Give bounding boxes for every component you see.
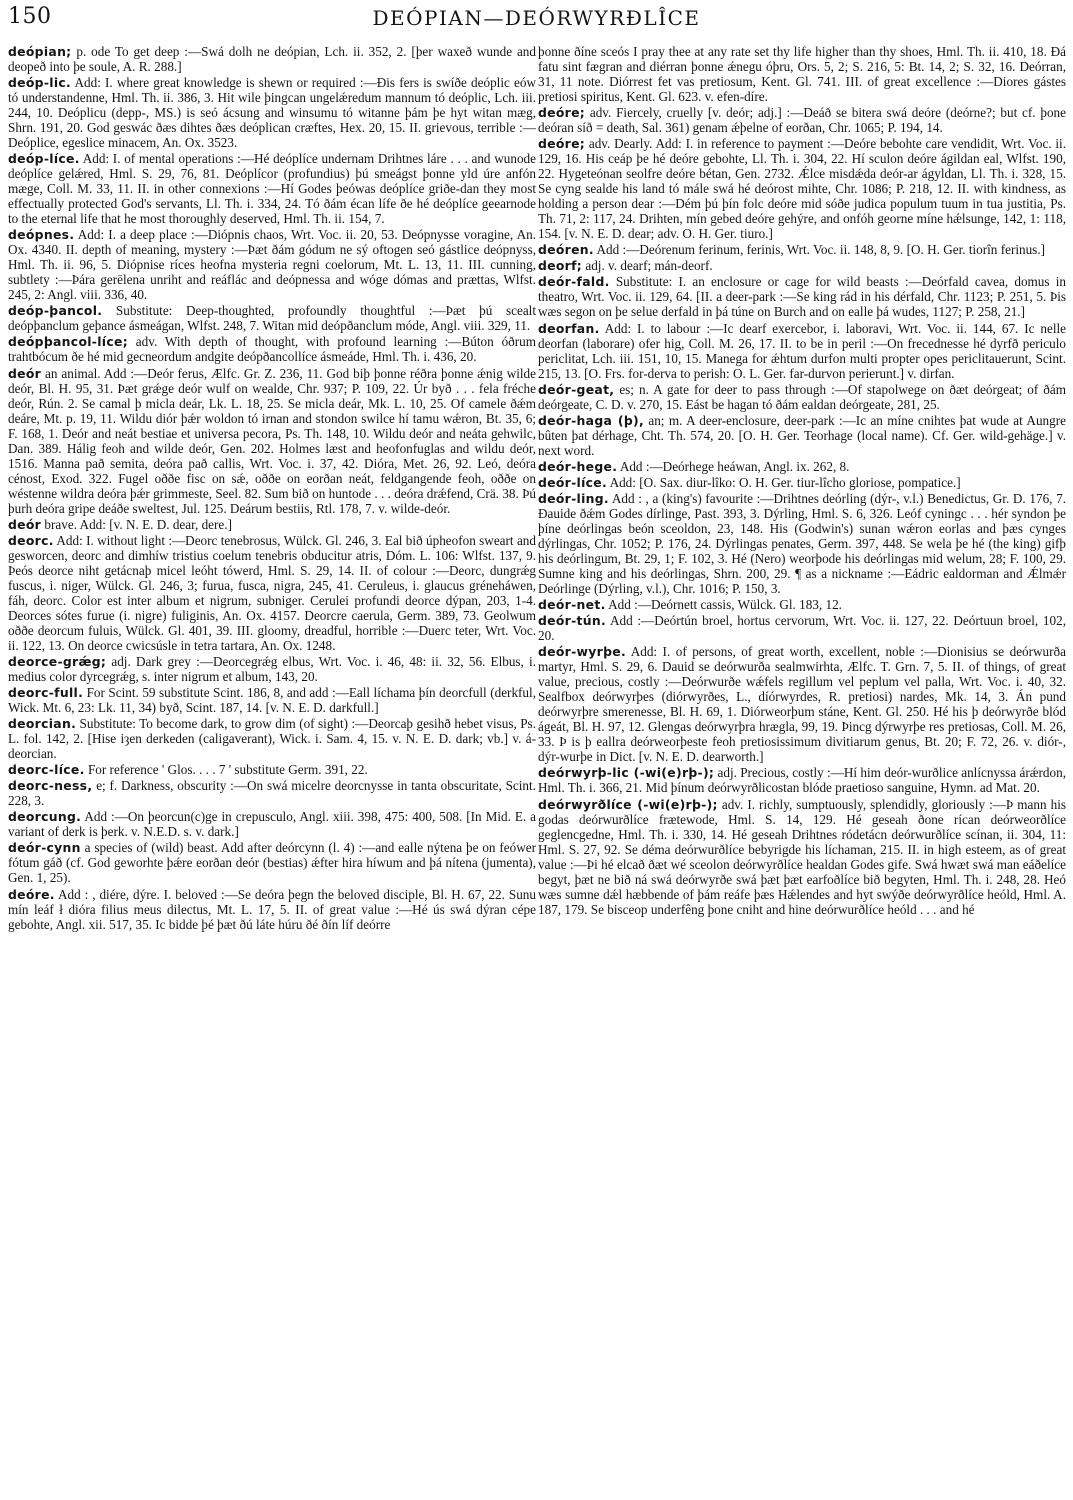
entry-headword: deorf; bbox=[538, 258, 583, 274]
dictionary-entry bbox=[8, 533, 536, 653]
dictionary-entry bbox=[8, 366, 536, 516]
entry-text: adv. Fiercely, cruelly [v. deór; adj.] :—Deáð se bitera swá deóre (deórne?; but cf. þone deóran síð = death, Sal. 361) genam ǽþelne of eorðan, Chr. 1065; P. 194, 14. bbox=[538, 105, 1066, 136]
entry-text: Add :—Deórnett cassis, Wülck. Gl. 183, 12. bbox=[605, 597, 842, 613]
entry-headword: deórwyrðlíce (-wi(e)rþ-); bbox=[538, 796, 718, 812]
dictionary-entry bbox=[538, 105, 1066, 135]
dictionary-entry bbox=[8, 654, 536, 684]
entry-text: Add : , a (king's) favourite :—Drihtnes deórling (dýr-, v.l.) Benedictus, Gr. D. 176, 7. Ðauide ðǽm Godes dírlinge, Past. 393, 3. Dýrling, Hml. S. 6, 326. Leóf cyningc . . . hér syndon þe þíne deórlingas beón sceoldon, 23, 148. His (Godwin's) sunan wǽron eorlas and þæs cynges dýrlingas, Chr. 1052; P. 176, 24. Dýrlingas penates, Germ. 397, 448. Se wela þe hé (the king) gifþ his deórlingum, Bt. 29, 1; F. 102, 3. Hé (Nero) weorþode his deórlingas mid welum, 28; F. 100, 29. Sumne king and his deórlingas, Shrn. 200, 29. ¶ as a nickname :—Eádric ealdorman and Ǽlmǽr Deórlinge (Dýrling, v.l.), Chr. 1016; P. 150, 3. bbox=[538, 491, 1066, 597]
entry-text: Add: [O. Sax. diur-lîko: O. H. Ger. tiur-lîcho gloriose, pompatice.] bbox=[607, 474, 961, 490]
entry-headword: deorfan. bbox=[538, 320, 600, 336]
entry-text: an; m. A deer-enclosure, deer-park :—Ic an míne cnihtes þat wude at Aungre bûten þat dérhage, Cht. Th. 574, 20. [O. H. Ger. Teorhage (local name). Cf. Ger. wild-gehäge.] v. next word. bbox=[538, 412, 1066, 458]
entry-headword: deorc-full. bbox=[8, 684, 84, 700]
running-header bbox=[6, 4, 1067, 34]
entry-headword: deorcian. bbox=[8, 716, 77, 732]
dictionary-entry bbox=[8, 840, 536, 885]
entry-headword: deór-cynn bbox=[8, 840, 81, 856]
dictionary-entry bbox=[538, 274, 1066, 319]
entry-text: Substitute: I. an enclosure or cage for wild beasts :—Deórfald cavea, domus in theatro, Wrt. Voc. ii. 129, 64. [II. a deer-park :—Se king rád in his dérfald, Chr. 1123; P. 251, 5. Þis wæs segon on þe selue derfald in þá túne on Burch and on ealle þá wudes, 1127; P. 258, 21.] bbox=[538, 274, 1066, 320]
entry-text: brave. Add: [v. N. E. D. dear, dere.] bbox=[41, 516, 232, 532]
entry-text: Substitute: To become dark, to grow dim (of sight) :—Deorcaþ gesihð hebet visus, Ps. L. fol. 142, 2. [Hise iȝen derkeden (caligaverant), Wick. i. Sam. 4, 15. v. N. E. D. dark; vb.] v. á-deorcian. bbox=[8, 716, 536, 762]
dictionary-entry bbox=[8, 303, 536, 333]
entry-headword: deóp-lic. bbox=[8, 75, 72, 91]
entry-headword: deóp-líce. bbox=[8, 151, 80, 167]
entry-headword: deópian; bbox=[8, 44, 72, 59]
right-column bbox=[538, 44, 1066, 918]
entry-headword: deór-net. bbox=[538, 597, 606, 613]
entry-headword: deorce-grǽg; bbox=[8, 653, 107, 669]
entry-text: an animal. Add :—Deór ferus, Ælfc. Gr. Z. 236, 11. God biþ þonne réðra þonne ǽnig wilde deór, Bl. H. 95, 31. Þæt grǽge deór wulf on wealde, Chr. 937; P. 109, 22. Úr byð . . . fela fréche deór, Rún. 2. Se camal þ micla deár, Lk. L. 18, 25. Se micla deár, Mk. L. 10, 25. Of camele ðǽm deáre, Mt. p. 19, 11. Wildu diór þǽr woldon tó irnan and stondon swilce hí tamu wǽron, Bt. 35, 6; F. 168, 1. Deór and neát bestiae et universa pecora, Ps. Th. 148, 10. Wildu deór and neáta gehwilc, Dan. 389. Hálig feoh and wilde deór, Gen. 202. Holmes læst and heofonfuglas and wildu deór, 1516. Manna pað semita, deóra pað callis, Wrt. Voc. i. 37, 42. Dióra, Met. 26, 92. Leó, deóra cénost, Exod. 322. Fugel oððe fisc on sǽ, oððe on eorðan neát, feldgangende feoh, oððe on wéstenne wildra deóra þǽr grimmeste, Seel. 82. Sum bið on huntode . . . deóra drǽfend, Crä. 38. Þú þurh deóra gripe deáðe sweltest, Jul. 125. Deárum bestiis, Rtl. 178, 7. v. wilde-deór. bbox=[8, 365, 536, 516]
dictionary-entry bbox=[8, 778, 536, 808]
entry-headword: deórwyrþ-lic (-wi(e)rþ-); bbox=[538, 765, 715, 781]
dictionary-entry bbox=[538, 644, 1066, 764]
entry-headword: deóp-þancol. bbox=[8, 303, 103, 319]
entry-text: es; n. A gate for deer to pass through :—Of stapolwege on ðæt deórgeat; of ðám deórgeate, C. D. v. 270, 15. Eást be hagan tó ðám ealdan deórgeate, 281, 25. bbox=[538, 381, 1066, 412]
left-column bbox=[8, 44, 536, 933]
entry-headword: deór-haga (þ), bbox=[538, 412, 644, 428]
entry-headword: deorc-líce. bbox=[8, 762, 85, 778]
entry-headword: deór-geat, bbox=[538, 381, 615, 397]
dictionary-entry bbox=[8, 517, 536, 532]
dictionary-entry bbox=[538, 382, 1066, 412]
dictionary-entry bbox=[8, 44, 536, 74]
dictionary-entry bbox=[538, 44, 1066, 104]
entry-text: adv. Dearly. Add: I. in reference to payment :—Deóre bebohte care vendidit, Wrt. Voc. ii. 129, 16. His ceáp þe hé deóre gebohte, Ll. Th. i. 304, 22. Hí sculon deóre ágildan eal, Wlfst. 190, 22. Hygeteónan seolfre deóre bétan, Gen. 2732. Ǽlce misdǽda deór-ar ágyldan, Ll. Th. i. 328, 15. Se cyng sealde his land tó mále swá hé deórost mihte, Chr. 1086; P. 218, 12. II. with kindness, as holding a person dear :—Dém þú þín folc deóre mid sóðe judica populum tuum in tua justitia, Ps. Th. 71, 2: 117, 24. Drihten, mín gebed deóre gehýre, and onfóh georne míne hǽlsunge, 142, 1: 118, 154. [v. N. E. D. dear; adv. O. H. Ger. tiuro.] bbox=[538, 136, 1066, 242]
entry-text: Add: I. without light :—Deorc tenebrosus, Wülck. Gl. 246, 3. Eal bið úpheofon sweart and gesworcen, deorc and dimhíw tristius coelum tenebris obducitur atris, Dóm. L. 106: Wlfst. 137, 9. Þeós deorce niht getácnaþ micel leóht tówerd, Hml. S. 29, 14. II. of colour :—Deorc, dungrǽg fuscus, i. niger, Wülck. Gl. 246, 3; furua, fusca, nigra, 245, 41. Ceruleus, i. glaucus gréneháwen, fáh, deorc. Color est inter album et nigrum, subniger. Cerulei profundi deorce dýpan, 203, 1-4. Deorces sótes furue (i. nigre) fuliginis, An. Ox. 4157. Deorcre caerula, Germ. 389, 73. Geolwum oððe deorcum fuluis, Wülck. Gl. 401, 39. III. gloomy, dreadful, horrible :—Duerc teter, Wrt. Voc. ii. 122, 13. On deorce cwicsúsle in tetra tartara, An. Ox. 1248. bbox=[8, 532, 536, 653]
dictionary-entry bbox=[538, 258, 1066, 273]
entry-text: Add: I. of persons, of great worth, excellent, noble :—Dionisius se deórwurða martyr, Hml. S. 29, 6. Dauid se deórwurða sealmwirhta, Ælfc. T. Grn. 7, 5. II. of things, of great value, precious, costly :—Deórwurðe wǽfels regillum vel peplum vel palla, Wrt. Voc. i. 40, 32. Sealfbox deórwyrþes (diórwyrðes, L., díórwyrdes, R. pretiosi) nardes, Mk. 14, 3. Án pund deórwyrþre smerenesse, Bl. H. 69, 1. Diórweorþum stáne, Kent. Gl. 250. Hé his þ deórwyrðe blód ágeát, Bl. H. 97, 12. Glengas deórwyrþra hrægla, 99, 19. Þincg dýrwyrþe res pretiosas, Coll. M. 26, 33. Þ is þ eallra deórweorþeste feoh pretiosissimum divitiarum genus, Bt. 20; F. 72, 26. v. diór-, dýr-wurþe in Dict. [v. N. E. D. dearworth.] bbox=[538, 644, 1066, 765]
entry-headword: deorc-ness, bbox=[8, 778, 93, 794]
dictionary-entry bbox=[538, 475, 1066, 490]
entry-text: þonne ðíne sceós I pray thee at any rate set thy life higher than thy shoes, Hml. Th. ii. 410, 18. Ðá fatu sint fægran and diérran þonne ǽnegu óþru, Ors. 5, 2; S. 216, 5: Bt. 14, 2; S. 32, 16. Deórran, 31, 11 note. Diórrest fet vas pretiosum, Kent. Gl. 741. III. of great excellence :—Diores gástes pretiosi spiritus, Kent. Gl. 623. v. efen-díre. bbox=[538, 44, 1066, 104]
dictionary-entry bbox=[8, 75, 536, 150]
entry-headword: deópþancol-líce; bbox=[8, 334, 128, 350]
entry-headword: deóre; bbox=[538, 136, 586, 152]
entry-text: a species of (wild) beast. Add after deórcynn (l. 4) :—and ealle nýtena þe on feówer fótum gáð (cf. God geworhte þǽre eorðan deór (bestias) ǽfter hira híwum and þá nítena (jumenta), Gen. 1, 25). bbox=[8, 840, 536, 886]
entry-text: p. ode To get deep :—Swá dolh ne deópian, Lch. ii. 352, 2. [þer waxeð wunde and deopeð into þe soule, A. R. 288.] bbox=[8, 44, 536, 74]
dictionary-entry bbox=[538, 321, 1066, 381]
entry-text: adj. Dark grey :—Deorcegrǽg elbus, Wrt. Voc. i. 46, 48: ii. 32, 56. Elbus, i. medius color dyrcegrǽg, s. inter nigrum et album, 143, 20. bbox=[8, 653, 536, 684]
dictionary-entry bbox=[538, 459, 1066, 474]
dictionary-entry bbox=[538, 136, 1066, 241]
dictionary-entry bbox=[538, 597, 1066, 612]
entry-headword: deór-tún. bbox=[538, 613, 607, 629]
entry-text: Add: I. a deep place :—Diópnis chaos, Wrt. Voc. ii. 20, 53. Deópnysse voragine, An. Ox. 4340. II. depth of meaning, mystery :—Þæt ðám gódum ne sý oftogen seó gástlice deópnyss, Hml. Th. ii. 96, 5. Diópnise ríces heofna mysteria regni coelorum, Mt. L. 13, 11. III. cunning, subtlety :—Þára gerēlena unriht and reáflác and deópnessa and wóge dómas and prættas, Wlfst. 245, 2: Angl. viii. 336, 40. bbox=[8, 227, 536, 303]
entry-headword: deór-líce. bbox=[538, 474, 607, 490]
entry-text: For reference ' Glos. . . . 7 ' substitute Germ. 391, 22. bbox=[84, 762, 368, 778]
entry-headword: deóre. bbox=[8, 886, 55, 902]
entry-headword: deór-ling. bbox=[538, 491, 609, 507]
dictionary-entry bbox=[538, 765, 1066, 795]
running-title: DEÓPIAN—DEÓRWYRÐLÎCE bbox=[372, 6, 701, 30]
dictionary-entry bbox=[8, 334, 536, 364]
entry-text: Add : , diére, dýre. I. beloved :—Se deóra þegn the beloved disciple, Bl. H. 67, 22. Sunu mín leáf ł dióra filius meus dilectus, Mt. L. 17, 5. II. of great value :—Hé ús swá dýran cépe gebohte, Angl. xii. 517, 35. Ic bidde þé þæt ðú láte húru ðé ðín líf deórre bbox=[8, 886, 536, 932]
entry-headword: deór bbox=[8, 365, 42, 381]
dictionary-entry bbox=[8, 685, 536, 715]
entry-headword: deór bbox=[8, 516, 42, 532]
entry-text: Add :—On þeorcun(c)ge in crepusculo, Angl. xiii. 398, 475: 400, 508. [In Mid. E. a variant of derk is þerk. v. N.E.D. s. v. dark.] bbox=[8, 809, 536, 840]
entry-headword: deóren. bbox=[538, 242, 594, 258]
dictionary-entry bbox=[538, 413, 1066, 458]
dictionary-entry bbox=[538, 797, 1066, 917]
dictionary-entry bbox=[8, 887, 536, 932]
entry-headword: deópnes. bbox=[8, 227, 75, 243]
entry-text: Add :—Deórenum ferinum, ferinis, Wrt. Voc. ii. 148, 8, 9. [O. H. Ger. tiorîn ferinus.] bbox=[593, 242, 1046, 258]
dictionary-entry bbox=[8, 809, 536, 839]
entry-text: adj. v. dearf; mán-deorf. bbox=[582, 258, 713, 274]
dictionary-entry bbox=[8, 762, 536, 777]
entry-text: Substitute: Deep-thoughted, profoundly thoughtful :—Þæt þú scealt deópþanclum geþance ásmeágan, Wlfst. 248, 7. Witan mid deópðanclum móde, Angl. viii. 329, 11. bbox=[8, 303, 536, 334]
entry-text: Add: I. to labour :—Ic dearf exercebor, i. laboravi, Wrt. Voc. ii. 144, 67. Ic nelle deorfan (laborare) ofer hig, Coll. M. 26, 17. II. to be in peril :—On frecednesse hé dyrfð periculo periclitat, Lch. iii. 151, 10, 15. Manega for ǽhtum durfon multi propter opes periclitauerunt, Scint. 215, 13. [O. Frs. for-derva to perish: O. L. Ger. far-durvon perierunt.] v. dirfan. bbox=[538, 320, 1066, 381]
dictionary-entry bbox=[8, 227, 536, 302]
entry-text: adj. Precious, costly :—Hí him deór-wurðlice anlícnyssa árǽrdon, Hml. Th. i. 366, 21. Mid þínum deórwyrðlicostan blóde praetioso sanguine, Hymn. ad Mat. 20. bbox=[538, 765, 1066, 796]
entry-headword: deorcung. bbox=[8, 809, 82, 825]
entry-headword: deór-hege. bbox=[538, 458, 618, 474]
entry-headword: deór-fald. bbox=[538, 274, 610, 290]
entry-text: Add :—Deórtún broel, hortus cervorum, Wrt. Voc. ii. 127, 22. Deórtuun broel, 102, 20. bbox=[538, 613, 1066, 644]
dictionary-entry bbox=[538, 242, 1066, 257]
entry-text: e; f. Darkness, obscurity :—On swá micelre deorcnysse in tanta obscuritate, Scint. 228, 3. bbox=[8, 778, 536, 809]
entry-headword: deóre; bbox=[538, 105, 586, 121]
entry-text: Add: I. where great knowledge is shewn or required :—Ðis fers is swíðe deóplic eów tó understandenne, Hml. Th. ii. 386, 3. Hit wile þingcan ungelǽredum mannum tó deóplic, Lch. iii. 244, 10. Deóplicu (depp-, MS.) is seó ácsung and winsumu tó witanne þám þe hyt witan mæg, Shrn. 191, 20. God geswác ðæs dihtes ðæs deóplican cræftes, Hex. 20, 15. II. grievous, terrible :—Deóplice, egeslice minacem, An. Ox. 3523. bbox=[8, 75, 536, 151]
entry-text: Add :—Deórhege heáwan, Angl. ix. 262, 8. bbox=[617, 458, 850, 474]
dictionary-entry bbox=[8, 716, 536, 761]
dictionary-entry bbox=[8, 151, 536, 226]
dictionary-entry bbox=[538, 491, 1066, 596]
entry-text: Add: I. of mental operations :—Hé deóplíce undernam Drihtnes láre . . . and wunode deóplíce gelǽred, Hml. S. 29, 76, 81. Deóplícor (profundius) þú smeágst þonne yld úre anfón mæge, Coll. M. 33, 11. II. in other connexions :—Hí Godes þeówas deóplíce griðe-dan they most effectually protected God's servants, Ll. Th. i. 334, 24. Tó ðám écan lífe ðe hé deóplíce geearnode to the eternal life that he most thoroughly deserved, Hml. Th. ii. 154, 7. bbox=[8, 151, 536, 227]
entry-text: For Scint. 59 substitute Scint. 186, 8, and add :—Eall líchama þín deorcfull (derkful, Wick. Mt. 6, 23: Lk. 11, 34) byð, Scint. 187, 14. [v. N. E. D. darkfull.] bbox=[8, 684, 536, 715]
entry-headword: deorc. bbox=[8, 532, 54, 548]
entry-headword: deór-wyrþe. bbox=[538, 644, 626, 660]
entry-text: adv. With depth of thought, with profound learning :—Búton óðrum trahtbócum ðe hé mid gecneordum andgite deópðancollíce ásmeáde, Hml. Th. i. 436, 20. bbox=[8, 334, 536, 365]
page-number: 150 bbox=[8, 4, 52, 29]
dictionary-entry bbox=[538, 613, 1066, 643]
entry-text: adv. I. richly, sumptuously, splendidly, gloriously :—Þ mann his godas deórwurðlíce frætewode, Hml. S. 14, 129. Hé geseah ðone rícan deórweorðlíce geglencgedne, Hml. Th. i. 330, 14. Hé geseah Drihtnes ródetácn deórwurðlíce scínan, ii. 304, 11: Hml. S. 27, 92. Se déma deórwurðlíce bebyrigde his líchaman, 215. II. in high esteem, as of great value :—Þi hé elcað ðæt wé sceolon deórwyrðlíce healdan Godes gife. Swá hwæt swá man eáðelíce begyt, þæt ne bið ná swá deórwyrðe swá þæt þæt earfoðlíce bið begyten, Hml. Th. i. 248, 28. Heó wæs sumne dǽl hæbbende of þám reáfe þæs Hǽlendes and hyt swýðe deórwyrðlíce heóld, Hml. A. 187, 179. Se bisceop underfêng þone cniht and hine deórwurðlíce heóld . . . and hé bbox=[538, 796, 1067, 917]
